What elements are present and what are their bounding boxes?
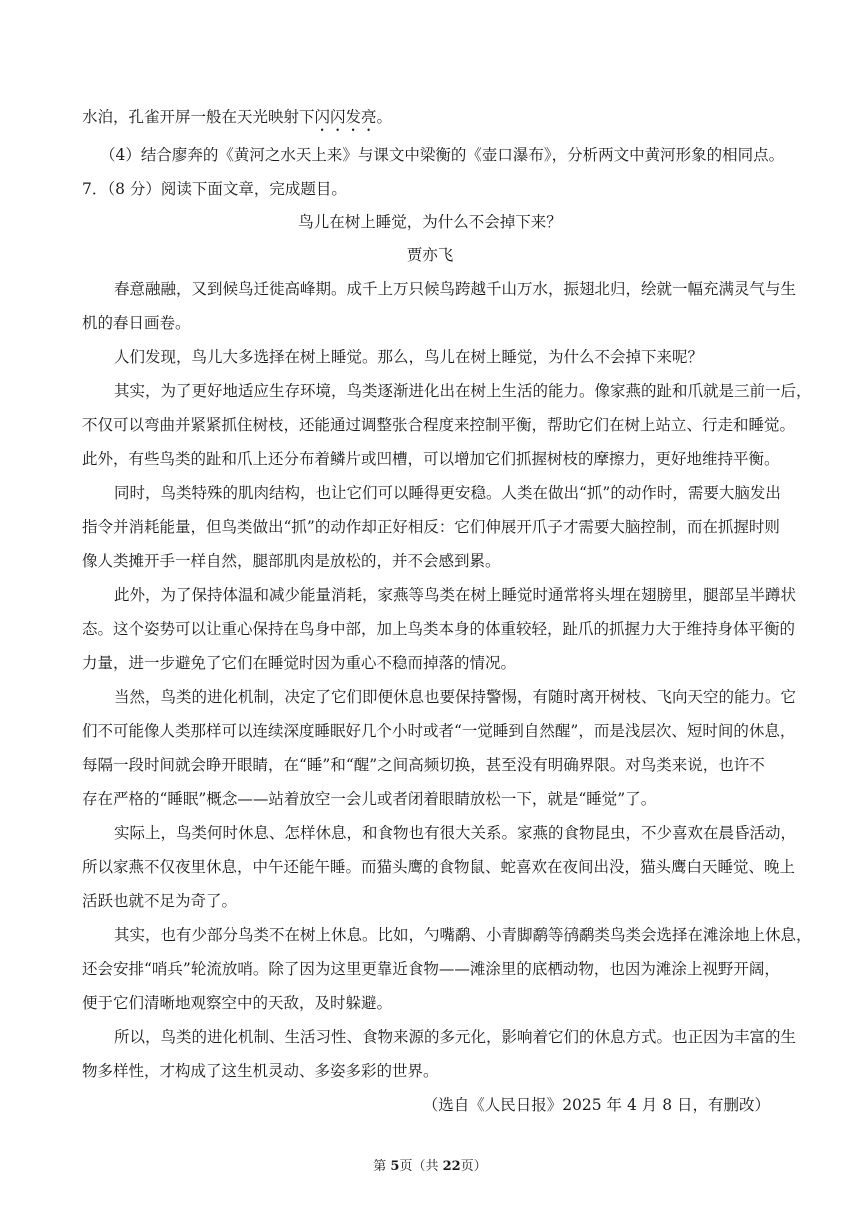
article-title: 鸟儿在树上睡觉，为什么不会掉下来？ <box>298 213 562 231</box>
paragraph-2-line-1: 人们发现，鸟儿大多选择在树上睡觉。那么，鸟儿在树上睡觉，为什么不会掉下来呢？ <box>114 348 704 366</box>
paragraph-7-line-2: 所以家燕不仅夜里休息，中午还能午睡。而猫头鹰的食物鼠、蛇喜欢在夜间出没，猫头鹰白天睡觉、晚上 <box>82 858 796 876</box>
paragraph-8-line-1: 其实，也有少部分鸟类不在树上休息。比如，勺嘴鹬、小青脚鹬等鸻鹬类鸟类会选择在滩涂地上休息， <box>114 926 812 944</box>
paragraph-5-line-3: 力量，进一步避免了它们在睡觉时因为重心不稳而掉落的情况。 <box>82 654 517 672</box>
total-pages: 22 <box>442 1159 461 1174</box>
footer-middle: 页（共 <box>399 1159 443 1174</box>
paragraph-9-line-1: 所以，鸟类的进化机制、生活习性、食物来源的多元化，影响着它们的休息方式。也正因为丰富的生 <box>114 1028 797 1046</box>
emphasized-text: 闪闪发亮 <box>314 108 377 126</box>
paragraph-3-line-1: 其实，为了更好地适应生存环境，鸟类逐渐进化出在树上生活的能力。像家燕的趾和爪就是三前一后， <box>114 382 812 400</box>
paragraph-4-line-1: 同时，鸟类特殊的肌肉结构，也让它们可以睡得更安稳。人类在做出“抓”的动作时，需要大脑发出 <box>114 484 781 502</box>
paragraph-3-line-2: 不仅可以弯曲并紧紧抓住树枝，还能通过调整张合程度来控制平衡，帮助它们在树上站立、行走和睡觉。 <box>82 416 796 434</box>
paragraph-4-line-2: 指令并消耗能量，但鸟类做出“抓”的动作却正好相反：它们伸展开爪子才需要大脑控制，而在抓握时则 <box>82 518 780 536</box>
paragraph-5-line-2: 态。这个姿势可以让重心保持在鸟身中部，加上鸟类本身的体重较轻，趾爪的抓握力大于维持身体平衡的 <box>82 620 796 638</box>
paragraph-7-line-3: 活跃也就不足为奇了。 <box>82 892 238 910</box>
question-7-heading: 7．（8 分）阅读下面文章，完成题目。 <box>82 180 347 198</box>
text-segment: 水泊，孔雀开屏一般在天光映射下 <box>82 108 315 126</box>
paragraph-5-line-1: 此外，为了保持体温和减少能量消耗，家燕等鸟类在树上睡觉时通常将头埋在翅膀里，腿部呈半蹲状 <box>114 586 797 604</box>
paragraph-1-line-1: 春意融融，又到候鸟迁徙高峰期。成千上万只候鸟跨越千山万水，振翅北归，绘就一幅充满灵气与生 <box>114 280 797 298</box>
passage-fragment-line <box>82 107 782 135</box>
footer-prefix: 第 <box>373 1159 391 1174</box>
paragraph-1-line-2: 机的春日画卷。 <box>82 314 191 332</box>
question-4: （4）结合廖奔的《黄河之水天上来》与课文中梁衡的《壶口瀑布》，分析两文中黄河形象的相同点。 <box>100 146 785 164</box>
text-segment: 。 <box>376 108 393 126</box>
article-author: 贾亦飞 <box>406 246 454 264</box>
paragraph-3-line-3: 此外，有些鸟类的趾和爪上还分布着鳞片或凹槽，可以增加它们抓握树枝的摩擦力，更好地维持平衡。 <box>82 450 780 468</box>
paragraph-6-line-2: 们不可能像人类那样可以连续深度睡眠好几个小时或者“一觉睡到自然醒”，而是浅层次、短时间的休息， <box>82 722 796 740</box>
paragraph-4-line-3: 像人类摊开手一样自然，腿部肌肉是放松的，并不会感到累。 <box>82 552 501 570</box>
article-source: （选自《人民日报》2025 年 4 月 8 日，有删改） <box>422 1096 770 1114</box>
paragraph-9-line-2: 物多样性，才构成了这生机灵动、多姿多彩的世界。 <box>82 1062 439 1080</box>
footer-suffix: 页） <box>460 1159 487 1174</box>
paragraph-7-line-1: 实际上，鸟类何时休息、怎样休息，和食物也有很大关系。家燕的食物昆虫，不少喜欢在晨昏活动， <box>114 824 797 842</box>
paragraph-6-line-1: 当然，鸟类的进化机制，决定了它们即便休息也要保持警惕，有随时离开树枝、飞向天空的能力。它 <box>114 688 797 706</box>
page-footer <box>0 1158 860 1176</box>
paragraph-8-line-3: 便于它们清晰地观察空中的天敌，及时躲避。 <box>82 994 393 1012</box>
paragraph-6-line-4: 存在严格的“睡眠”概念——站着放空一会儿或者闭着眼睛放松一下，就是“睡觉”了。 <box>82 790 657 808</box>
paragraph-6-line-3: 每隔一段时间就会睁开眼睛，在“睡”和“醒”之间高频切换，甚至没有明确界限。对鸟类来说，也许不 <box>82 756 765 774</box>
paragraph-8-line-2: 还会安排“哨兵”轮流放哨。除了因为这里更靠近食物——滩涂里的底栖动物，也因为滩涂上视野开阔， <box>82 960 780 978</box>
page-number: 5 <box>390 1159 400 1174</box>
